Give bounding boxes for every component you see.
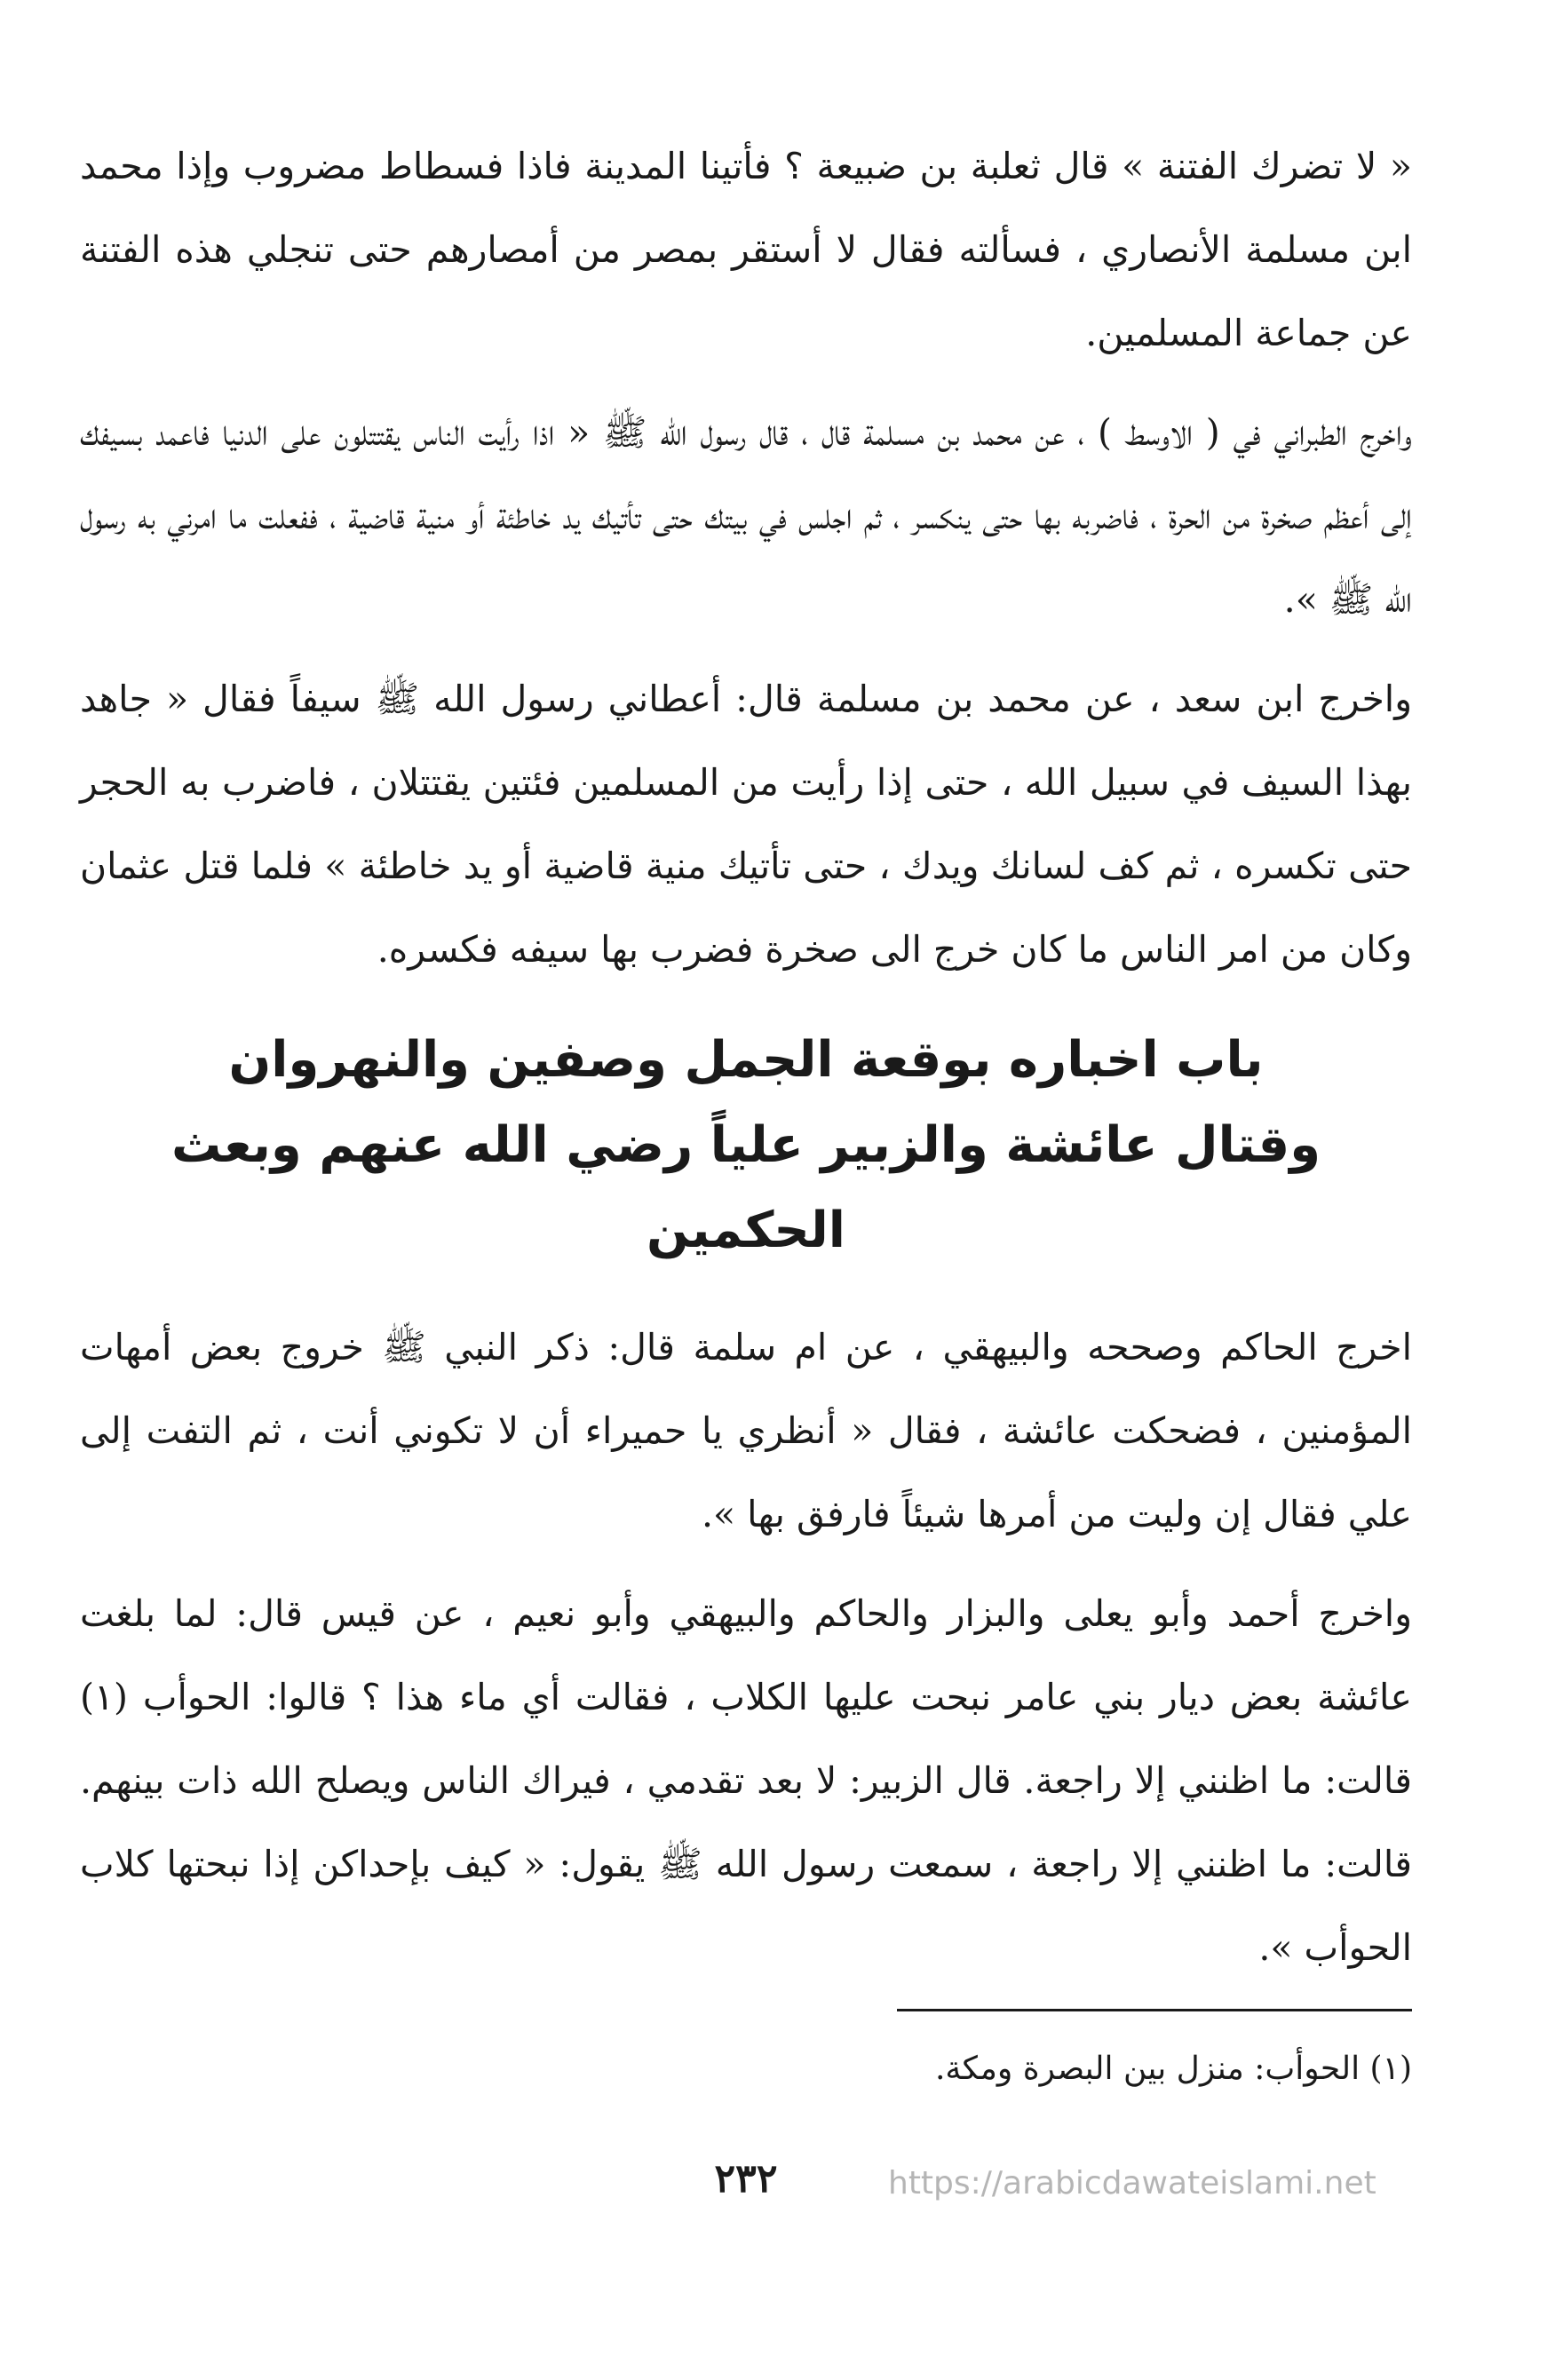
page-body: [80, 124, 1412, 2005]
paragraph: واخرج ابن سعد ، عن محمد بن مسلمة قال: أعطاني رسول الله ﷺ سيفاً فقال « جاهد بهذا السيف في سبيل الله ، حتى إذا رأيت من المسلمين فئتين يقتتلان ، فاضرب به الحجر حتى تكسره ، ثم كف لسانك ويدك ، حتى تأتيك منية قاضية أو يد خاطئة » فلما قتل عثمان وكان من امر الناس ما كان خرج الى صخرة فضرب بها سيفه فكسره.: [80, 678, 1412, 971]
page-number: ٢٣٢: [714, 2156, 778, 2202]
footnote: (١) الحوأب: منزل بين البصرة ومكة.: [934, 2051, 1412, 2087]
paragraph: اخرج الحاكم وصححه والبيهقي ، عن ام سلمة قال: ذكر النبي ﷺ خروج بعض أمهات المؤمنين ، فضحكت عائشة ، فقال « أنظري يا حميراء أن لا تكوني أنت ، ثم التفت إلى علي فقال إن وليت من أمرها شيئاً فارفق بها ».: [80, 1326, 1412, 1535]
paragraph: واخرج أحمد وأبو يعلى والبزار والحاكم والبيهقي وأبو نعيم ، عن قيس قال: لما بلغت عائشة بعض ديار بني عامر نبحت عليها الكلاب ، فقالت أي ماء هذا ؟ قالوا: الحوأب (١) قالت: ما اظنني إلا راجعة. قال الزبير: لا بعد تقدمي ، فيراك الناس ويصلح الله ذات بينهم. قالت: ما اظنني إلا راجعة ، سمعت رسول الله ﷺ يقول: « كيف بإحداكن إذا نبحتها كلاب الحوأب ».: [80, 1592, 1412, 1969]
paragraph: واخرج الطبراني في ( الاوسط ) ، عن محمد بن مسلمة قال ، قال رسول الله ﷺ « اذا رأيت الناس يقتتلون على الدنيا فاعمد بسيفك إلى أعظم صخرة من الحرة ، فاضربه بها حتى ينكسر ، ثم اجلس في بيتك حتى تأتيك يد خاطئة أو منية قاضية ، ففعلت ما امرني به رسول الله ﷺ ».: [80, 411, 1412, 621]
chapter-heading-line-2: وقتال عائشة والزبير علياً رضي الله عنهم وبعث الحكمين: [171, 1116, 1321, 1259]
watermark-url: https://arabicdawateislami.net: [888, 2165, 1376, 2202]
footnote-divider: [897, 2009, 1412, 2011]
chapter-heading: [80, 1018, 1412, 1273]
chapter-heading-line-1: باب اخباره بوقعة الجمل وصفين والنهروان: [228, 1031, 1264, 1089]
paragraph: « لا تضرك الفتنة » قال ثعلبة بن ضبيعة ؟ فأتينا المدينة فاذا فسطاط مضروب وإذا محمد ابن مسلمة الأنصاري ، فسألته فقال لا أستقر بمصر من أمصارهم حتى تنجلي هذه الفتنة عن جماعة المسلمين.: [80, 145, 1412, 354]
